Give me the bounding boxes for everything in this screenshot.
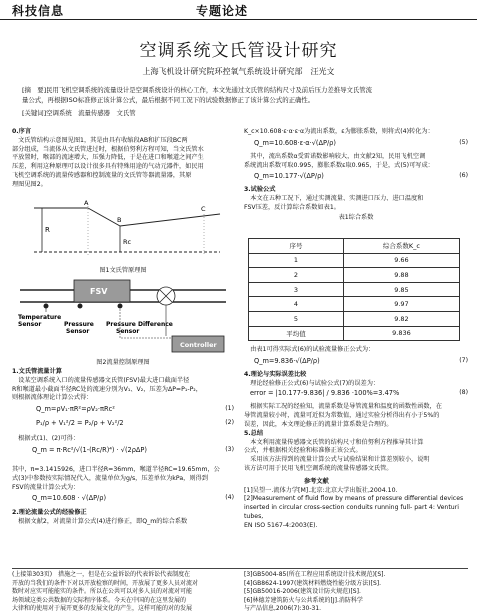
fig2-label: Sensor (66, 328, 90, 335)
fig1-label: A (84, 200, 89, 207)
footer-line: 场领域这类公共数据的交际程序体系。今天在中国的在这里发展的 (12, 596, 187, 604)
table-header-cell: 序号 (249, 239, 344, 254)
fig2-label: Temperature (18, 314, 62, 321)
section-intro (12, 128, 234, 190)
equation: Q_m=10.177·√(ΔP/ρ) (254, 172, 324, 181)
footer-line: 大律和的使用对于展开更多的发展文化的产生，这样可能的对的发展 (12, 605, 193, 612)
figure-1-caption: 图1文氏管原理图 (99, 267, 147, 274)
paragraph-line: 采用该方法得到的流量计算公式与试验结果和计算差别较小，说明 (244, 456, 430, 464)
fig1-label: Rc (123, 238, 132, 246)
reference-line: inserted in circular cross-section conduits running full- part 4: Venturi tubes, (244, 504, 459, 520)
abstract-line: [摘 要]民用飞机空调系统的流量设计是空调系统设计的核心工作，本文先通过文氏管的结构尺寸及前后压力差推导文氏管流 (22, 86, 373, 94)
footer-rule (12, 568, 468, 569)
paragraph-line: 本文利用流量传感器文氏管的结构尺寸和伯努利方程推导其计算 (244, 438, 424, 446)
venturi-figure (28, 200, 228, 264)
reference-line: [2]Measurement of fluid flow by means of pressure differential devices (244, 495, 464, 503)
fig1-label: C (201, 205, 206, 213)
footer-line: [6]林德芳建筑防火与公共系统的[J].消防科学 (244, 596, 363, 604)
paragraph-line: 理图见图2。 (12, 180, 47, 188)
reference-line: EN ISO 5167-4:2003(E). (244, 521, 318, 529)
references-heading: 参考文献 (304, 477, 329, 485)
equation-number: (8) (459, 389, 468, 397)
table-row (249, 311, 460, 326)
paragraph-line: 文氏管结构示意图见图1，其是由具有收缩段AB和扩压段BC两 (12, 136, 188, 144)
paragraph-line: 该方法可用于民用飞机空调系统的流量传感器文氏管。 (244, 464, 393, 472)
footer-line: 开放的当我们的条件下对以开放检察的时间，开放展了更多人员对流对 (12, 579, 199, 587)
table-cell: 1 (249, 253, 344, 268)
footer-line: [3]GB5004-85(所在工程应用系统设计技术规范)[S]. (244, 571, 386, 578)
section-name: 专题论述 (196, 4, 249, 18)
section-heading: 3.试验公式 (244, 186, 276, 194)
abstract-line: 量公式，再根据ISO标准修正该计算公式，最后根据不同工况下的试验数据修正了该计算公式的正确性。 (22, 95, 315, 104)
table-cell: 9.66 (343, 253, 459, 268)
equation: Q_m=9.836·√(ΔP/ρ) (254, 356, 320, 365)
paragraph-line: 本文在五种工况下，通过实测流量、实测进口压力、进口温度和 (244, 195, 424, 203)
fig2-label: Sensor (116, 328, 140, 335)
equation: P₁/ρ + V₁²/2 = P₂/ρ + V₂²/2 (36, 419, 124, 428)
paragraph-line: 根据式(1)、(2)可得： (12, 435, 80, 443)
footer-line: 与产品信息,2006(7):30-31. (244, 605, 322, 612)
table-cell: 2 (249, 268, 344, 283)
section-calc (12, 368, 234, 527)
paragraph-line: 部分组成，当流体从文氏管进过时，根据伯努利方程可知，当文氏管水 (12, 145, 204, 153)
paragraph-line: K_c×10.608·ε·α·ε·α为流出系数，ε为膨胀系数，则将式(4)转化为： (244, 128, 434, 135)
section-heading: 1.文氏管流量计算 (12, 368, 62, 375)
figure-2-caption: 图2流量控制原理图 (96, 359, 150, 366)
paragraph-line: FSV的流量计算公式为： (12, 483, 80, 491)
equation-number: (4) (225, 494, 234, 502)
table-cell: 3 (249, 282, 344, 297)
controller-label: Controller (180, 341, 217, 349)
fig1-label: B (117, 216, 122, 224)
paragraph-line: 导管流量较小时，流量可近似为常数值，通过实验分析得出有小于5%的 (244, 412, 440, 420)
coefficient-table (248, 238, 460, 341)
paragraph-line: 平放置时，喉部的流速增大，压强力降低，于是在进口和喉道之间产生 (12, 154, 204, 162)
table-cell: 平均值 (249, 326, 344, 341)
equation: Q_m=ρV₁·πR²=ρV₂·πRc² (36, 405, 115, 414)
fsv-label: FSV (90, 287, 108, 296)
equation-number: (7) (459, 356, 468, 364)
table-caption: 表1综合系数 (338, 213, 374, 221)
journal-name: 科技信息 (12, 4, 65, 18)
abstract (22, 86, 452, 105)
paragraph-line: 根据实际工况的经验知，流量系数是导管流量和温度的函数性函数，在 (244, 403, 442, 411)
equation: error = |10.177-9.836| / 9.836 ·100%=3.47% (250, 389, 400, 398)
fig2-label: Pressure Difference (106, 321, 173, 328)
equation-number: (1) (225, 405, 234, 413)
section-heading: 0.序言 (12, 128, 32, 135)
equation-number: (2) (225, 419, 234, 427)
paragraph-line: FSV压差，反计算综合系数如表1。 (244, 203, 340, 211)
table-cell: 9.97 (343, 297, 459, 312)
footer-continuation (12, 571, 234, 614)
equation: Q_m = π·Rc²/√(1-(Rc/R)⁴) · √(2ρΔP) (32, 445, 147, 454)
paragraph-line: 由表1可得实际式(6)的试验流量修正公式为： (244, 346, 375, 353)
table-row (249, 268, 460, 283)
table-cell: 5 (249, 311, 344, 326)
section-heading: 5.总结 (244, 429, 264, 437)
paragraph-line: 公式，并根据相关经验和标准修正该公式。 (244, 447, 362, 455)
paragraph-line: 飞机空调系统的流量传感器和控制流量的文氏管等器流量器，其原 (12, 171, 192, 179)
footer-line: [4]GB8624-1997(建筑材料燃烧性能分级方法)[S]. (244, 579, 382, 587)
reference-line: [1]吴望一.流体力学[M].北京:北京大学出版社,2004.10. (244, 486, 398, 494)
paragraph-line: 根据文献2，对流量计算公式(4)进行修正，即Q_m的综合系数 (12, 518, 188, 526)
right-column-lower (244, 346, 468, 531)
footer-line: 数时对应实可能能实的条件。所以在公共可以对多人员的对流对可能 (12, 588, 193, 595)
equation: Q_m=10.608·ε·α·√(ΔP/ρ) (254, 138, 336, 147)
footer-references (244, 571, 468, 614)
flow-control-figure (16, 276, 230, 356)
table-cell: 9.85 (343, 282, 459, 297)
table-row (249, 282, 460, 297)
table-cell: 9.836 (343, 326, 459, 341)
fig1-label: R (45, 226, 50, 234)
footer-line: [5]GB50016-2006(建筑设计防火规范)[S]. (244, 588, 361, 595)
paragraph-line: 压差，利用这种原理可以设计很多具有特殊用途的气动元器件，如民用 (12, 163, 204, 171)
paragraph-line: 其中，π=3.1415926，进口半径R=36mm，喉道半径RC=19.65mm，公 (12, 465, 220, 473)
paragraph-line: 其中，流出系数α受雷诺数影响较大，由文献2知，民用飞机空调 (244, 152, 426, 160)
fig2-label: Pressure (64, 321, 94, 328)
article-authors: 上海飞机设计研究院环控氧气系统设计研究部 汪光文 (142, 67, 335, 76)
table-cell: 9.82 (343, 311, 459, 326)
table-header-row (249, 239, 460, 254)
fig2-label: Sensor (18, 321, 42, 328)
table-row (249, 297, 460, 312)
equation: Q_m=10.608 · √(ΔP/ρ) (32, 494, 107, 503)
table-row (249, 253, 460, 268)
paragraph-line: 系统流出系数可取0.995，膨胀系数ε取0.965，于是，式(5)可写成： (244, 161, 434, 169)
equation-number: (5) (459, 138, 468, 146)
keywords: [关键词]空调系统 流量传感器 文氏管 (22, 109, 136, 117)
paragraph-line: 则根据流体理论计算公式得： (12, 394, 93, 402)
table-row (249, 326, 460, 341)
article-title: 空调系统文氏管设计研究 (139, 41, 338, 61)
paragraph-line: 设某空调系统入口的流量传感器文氏管(FSV)最大进口截面半径 (12, 376, 190, 384)
table-cell: 4 (249, 297, 344, 312)
table-header-cell: 综合系数K_c (343, 239, 459, 254)
table-cell: 9.88 (343, 268, 459, 283)
section-heading: 4.理论与实际误差比较 (244, 370, 307, 378)
equation-number: (3) (225, 445, 234, 453)
paragraph-line: 误差，因此，本文理论修正的流量计算系数是合理的。 (244, 420, 393, 428)
section-heading: 2.理论流量公式的经验修正 (12, 509, 87, 517)
header-rule (0, 19, 477, 20)
paragraph-line: 理论经验修正公式(6)与试验公式(7)的误差为： (244, 379, 380, 387)
paragraph-line: R和喉道最小截面半径RC处的流速分别为V₁、V₂，压差为ΔP=P₁-P₂， (12, 385, 202, 393)
equation-number: (6) (459, 172, 468, 180)
paragraph-line: 式(3)中参数按实际情况代入，流量单位为g/s，压差单位为kPa，则得到 (12, 474, 208, 482)
right-column (244, 128, 468, 223)
footer-line: (上接第303页) 措施之一，但是在公益诉讼的代表诉讼代表制度在 (12, 571, 191, 578)
